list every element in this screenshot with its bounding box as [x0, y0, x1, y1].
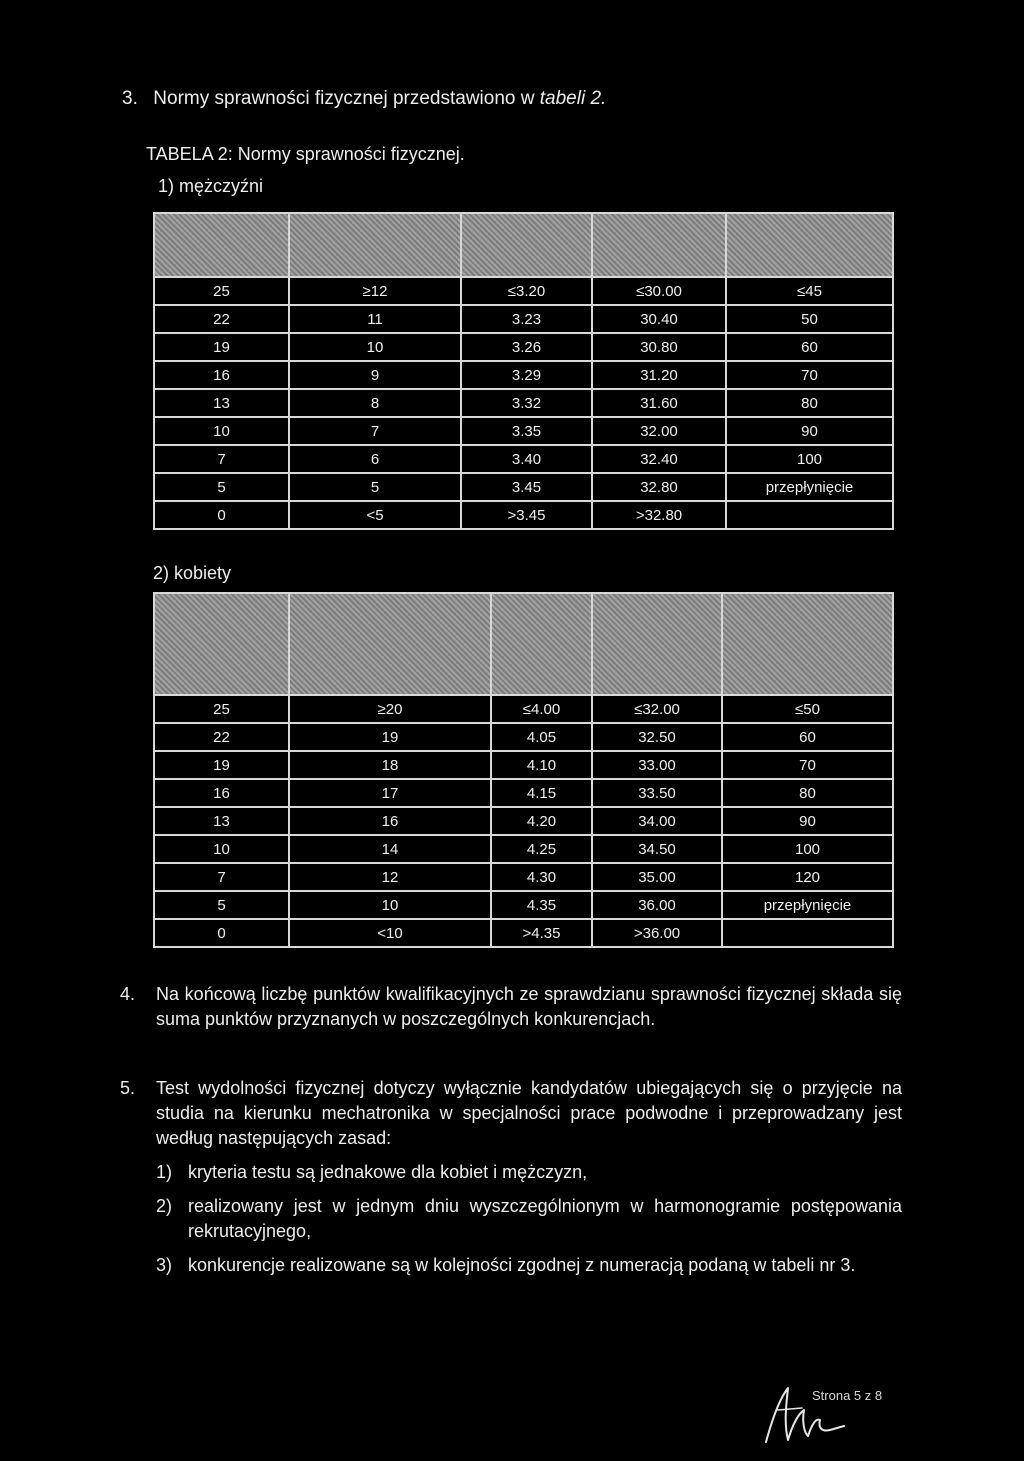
- table-cell: 11: [289, 305, 461, 333]
- table-row: [154, 695, 893, 723]
- table-cell: 18: [289, 751, 491, 779]
- table-cell: 4.20: [491, 807, 592, 835]
- table-cell: 25: [154, 277, 289, 305]
- table-cell: 70: [722, 751, 893, 779]
- table-cell: 4.35: [491, 891, 592, 919]
- header-cell: [726, 213, 893, 277]
- header-cell: [289, 213, 461, 277]
- table-cell: ≤32.00: [592, 695, 722, 723]
- item-5-paragraph: [120, 1076, 902, 1151]
- men-norms-table: [153, 212, 894, 530]
- table-cell: 16: [154, 779, 289, 807]
- table-cell: 5: [154, 891, 289, 919]
- table-row: [154, 361, 893, 389]
- table-row: [154, 473, 893, 501]
- table-cell: 90: [722, 807, 893, 835]
- table-cell: 4.05: [491, 723, 592, 751]
- table-header-row: [154, 213, 893, 277]
- table-row: [154, 863, 893, 891]
- table-cell: 3.23: [461, 305, 592, 333]
- table-row: [154, 723, 893, 751]
- table-cell: 10: [154, 835, 289, 863]
- table-cell: 22: [154, 723, 289, 751]
- table-cell: 80: [726, 389, 893, 417]
- table-cell: 16: [154, 361, 289, 389]
- table-title: TABELA 2: Normy sprawności fizycznej.: [146, 144, 465, 164]
- table-cell: >3.45: [461, 501, 592, 529]
- table-cell: ≥12: [289, 277, 461, 305]
- table-cell: 8: [289, 389, 461, 417]
- header-cell: [154, 593, 289, 695]
- table-cell: 17: [289, 779, 491, 807]
- table-row: [154, 919, 893, 947]
- header-cell: [289, 593, 491, 695]
- table-cell: 10: [154, 417, 289, 445]
- table-cell: 19: [154, 751, 289, 779]
- table-cell: 100: [726, 445, 893, 473]
- table-cell: 60: [722, 723, 893, 751]
- table-cell: 31.60: [592, 389, 726, 417]
- table-cell: 3.26: [461, 333, 592, 361]
- item-5-text: Test wydolności fizycznej dotyczy wyłącznie kandydatów ubiegających się o przyjęcie na studia na kierunku mechatronika w specjalności prace podwodne i przeprowadzany jest według następujących zasad:: [156, 1078, 902, 1148]
- header-cell: [461, 213, 592, 277]
- table-cell: 19: [154, 333, 289, 361]
- subitem-text: konkurencje realizowane są w kolejności zgodnej z numeracją podaną w tabeli nr 3.: [188, 1255, 856, 1275]
- table-cell: 25: [154, 695, 289, 723]
- table-cell: 35.00: [592, 863, 722, 891]
- page-number: Strona 5 z 8: [812, 1388, 883, 1403]
- table-cell: 60: [726, 333, 893, 361]
- table-cell: >4.35: [491, 919, 592, 947]
- table-row: [154, 305, 893, 333]
- table-cell: 90: [726, 417, 893, 445]
- table-row: [154, 277, 893, 305]
- subitem-number: 3): [156, 1255, 173, 1275]
- table-cell: <5: [289, 501, 461, 529]
- table-cell: 36.00: [592, 891, 722, 919]
- table-cell: 50: [726, 305, 893, 333]
- table-cell: 100: [722, 835, 893, 863]
- table-cell: 3.40: [461, 445, 592, 473]
- table-cell: 19: [289, 723, 491, 751]
- subitem-text: kryteria testu są jednakowe dla kobiet i mężczyzn,: [188, 1162, 588, 1182]
- table-cell: 14: [289, 835, 491, 863]
- table-cell: ≤45: [726, 277, 893, 305]
- table-cell: 4.25: [491, 835, 592, 863]
- header-cell: [592, 213, 726, 277]
- table-cell: ≥20: [289, 695, 491, 723]
- table-cell: przepłynięcie: [726, 473, 893, 501]
- table-cell: 9: [289, 361, 461, 389]
- item-3-text: Normy sprawności fizycznej przedstawiono w: [153, 88, 535, 109]
- table-row: [154, 891, 893, 919]
- table-cell: ≤50: [722, 695, 893, 723]
- subitem-number: 1): [156, 1162, 173, 1182]
- table-cell: 10: [289, 333, 461, 361]
- table-cell: [722, 919, 893, 947]
- table-cell: 6: [289, 445, 461, 473]
- header-cell: [154, 213, 289, 277]
- table-cell: 32.50: [592, 723, 722, 751]
- table-row: [154, 445, 893, 473]
- table-cell: przepłynięcie: [722, 891, 893, 919]
- table-cell: 3.35: [461, 417, 592, 445]
- table-cell: 0: [154, 919, 289, 947]
- table-cell: <10: [289, 919, 491, 947]
- table-cell: 13: [154, 807, 289, 835]
- subitem-number: 2): [156, 1196, 173, 1216]
- table-cell: 32.80: [592, 473, 726, 501]
- table-cell: 31.20: [592, 361, 726, 389]
- table-row: [154, 807, 893, 835]
- subitem-text: realizowany jest w jednym dniu wyszczególnionym w harmonogramie postępowania rekrutacyjnego,: [188, 1196, 902, 1241]
- table-row: [154, 835, 893, 863]
- women-norms-table: [153, 592, 894, 948]
- table-cell: 120: [722, 863, 893, 891]
- table-cell: 33.00: [592, 751, 722, 779]
- table-cell: 80: [722, 779, 893, 807]
- table-row: [154, 389, 893, 417]
- table-cell: [726, 501, 893, 529]
- item-4-paragraph: [120, 982, 902, 1032]
- table-cell: 3.45: [461, 473, 592, 501]
- table-cell: 13: [154, 389, 289, 417]
- table-cell: 7: [154, 863, 289, 891]
- table-cell: 0: [154, 501, 289, 529]
- table-row: [154, 501, 893, 529]
- table-cell: 30.40: [592, 305, 726, 333]
- item-5-subitem-3: [156, 1253, 902, 1278]
- table-cell: 30.80: [592, 333, 726, 361]
- table-cell: ≤4.00: [491, 695, 592, 723]
- item-3-paragraph: [122, 88, 606, 110]
- item-5-subitem-1: [156, 1160, 902, 1185]
- table-cell: 34.50: [592, 835, 722, 863]
- table-row: [154, 333, 893, 361]
- table-cell: 16: [289, 807, 491, 835]
- table-cell: 4.10: [491, 751, 592, 779]
- table-row: [154, 779, 893, 807]
- header-cell: [491, 593, 592, 695]
- item-3-number: 3.: [122, 88, 138, 109]
- table-cell: 4.15: [491, 779, 592, 807]
- header-cell: [722, 593, 893, 695]
- table-cell: ≤30.00: [592, 277, 726, 305]
- table-row: [154, 751, 893, 779]
- table-cell: 10: [289, 891, 491, 919]
- table-cell: 70: [726, 361, 893, 389]
- table-cell: 4.30: [491, 863, 592, 891]
- item-4-number: 4.: [120, 984, 136, 1004]
- table-cell: 34.00: [592, 807, 722, 835]
- table-cell: 7: [154, 445, 289, 473]
- table-header-row: [154, 593, 893, 695]
- table-cell: 33.50: [592, 779, 722, 807]
- table-cell: 12: [289, 863, 491, 891]
- table-cell: ≤3.20: [461, 277, 592, 305]
- item-4-text: Na końcową liczbę punktów kwalifikacyjnych ze sprawdzianu sprawności fizycznej składa się suma punktów przyznanych w poszczególnych konkurencjach.: [156, 984, 902, 1029]
- table-cell: 3.32: [461, 389, 592, 417]
- item-5-subitem-2: [156, 1194, 902, 1244]
- item-3-table-ref: tabeli 2.: [539, 88, 607, 109]
- table-cell: 7: [289, 417, 461, 445]
- men-subheading: 1) mężczyźni: [158, 176, 264, 196]
- table-cell: 22: [154, 305, 289, 333]
- table-cell: 32.00: [592, 417, 726, 445]
- women-subheading: 2) kobiety: [153, 563, 232, 583]
- table-cell: 3.29: [461, 361, 592, 389]
- item-5-number: 5.: [120, 1078, 136, 1098]
- table-cell: 32.40: [592, 445, 726, 473]
- table-cell: >32.80: [592, 501, 726, 529]
- table-cell: 5: [154, 473, 289, 501]
- header-cell: [592, 593, 722, 695]
- table-cell: 5: [289, 473, 461, 501]
- table-row: [154, 417, 893, 445]
- table-cell: >36.00: [592, 919, 722, 947]
